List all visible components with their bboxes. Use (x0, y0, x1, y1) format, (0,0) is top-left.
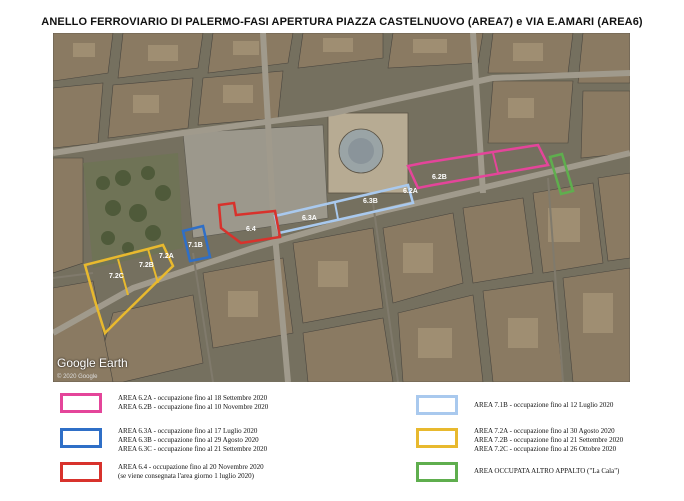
label-7-2a: 7.2A (159, 253, 174, 260)
legend-item-6-2: AREA 6.2A - occupazione fino al 18 Settembre 2020 AREA 6.2B - occupazione fino al 10 Novembre 2020 (118, 394, 269, 411)
label-6-3a: 6.3A (302, 215, 317, 222)
map-canvas (53, 33, 630, 382)
satellite-map[interactable] (53, 33, 630, 382)
legend-item-7-2: AREA 7.2A - occupazione fino al 30 Agosto 2020 AREA 7.2B - occupazione fino al 21 Settembre 2020 AREA 7.2C - occupazione fino al 26 Ottobre 2020 (474, 427, 624, 453)
label-6-4: 6.4 (246, 226, 256, 233)
legend-swatch-blue (60, 428, 102, 448)
label-6-3b: 6.3B (363, 198, 378, 205)
google-earth-logo: Google Earth (57, 356, 128, 370)
label-7-2b: 7.2B (139, 262, 154, 269)
legend-item-7-1b: AREA 7.1B - occupazione fino al 12 Luglio 2020 (474, 401, 614, 409)
label-6-2b: 6.2B (432, 174, 447, 181)
label-7-2c: 7.2C (109, 273, 124, 280)
legend-swatch-green (416, 462, 458, 482)
legend-item-la-cala: AREA OCCUPATA ALTRO APPALTO ("La Cala") (474, 467, 620, 475)
legend-swatch-lightblue (416, 395, 458, 415)
legend-swatch-pink (60, 393, 102, 413)
map-credit: © 2020 Google (57, 374, 98, 380)
map-title: ANELLO FERROVIARIO DI PALERMO-FASI APERTURA PIAZZA CASTELNUOVO (AREA7) e VIA E.AMARI (AREA6) (41, 16, 643, 28)
legend-swatch-yellow (416, 428, 458, 448)
legend-item-6-3: AREA 6.3A - occupazione fino al 17 Luglio 2020 AREA 6.3B - occupazione fino al 29 Agosto 2020 AREA 6.3C - occupazione fino al 21 Settembre 2020 (118, 427, 268, 453)
legend-swatch-red (60, 462, 102, 482)
teatro-politeama (328, 113, 408, 193)
label-6-2a: 6.2A (403, 188, 418, 195)
legend-item-6-4: AREA 6.4 - occupazione fino al 20 Novembre 2020 (se viene consegnata l'area giorno 1 luglio 2020) (118, 463, 264, 480)
label-7-1b: 7.1B (188, 242, 203, 249)
